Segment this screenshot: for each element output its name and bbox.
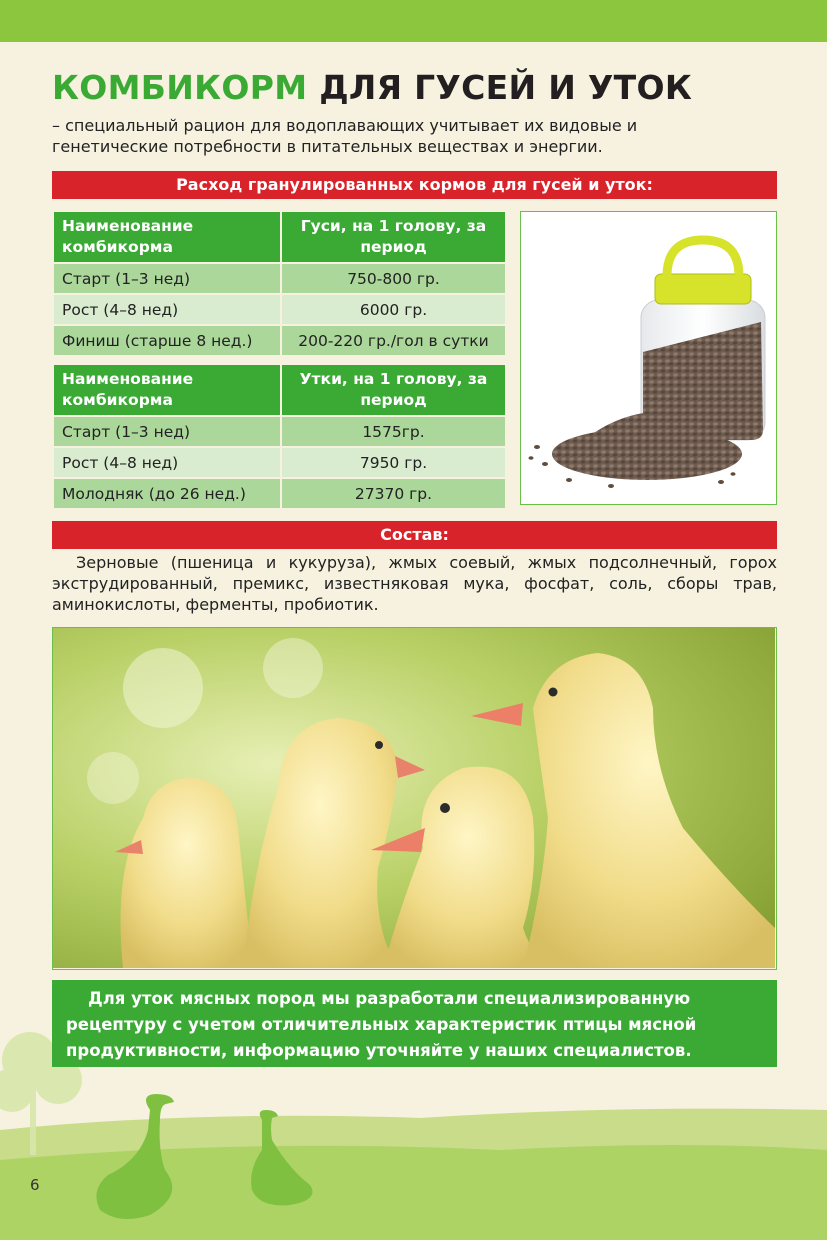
meat-breed-note: Для уток мясных пород мы разработали специализированную рецептуру с учетом отличительных характеристик птицы мясной продуктивности, информацию уточняйте у наших специалистов. (52, 980, 777, 1067)
goslings-icon (53, 628, 775, 968)
geese-col-amount-header: Гуси, на 1 голову, за период (281, 211, 506, 263)
geese-col-name-header: Наименование комбикорма (53, 211, 281, 263)
goslings-photo (52, 627, 777, 970)
table-header-row (53, 211, 506, 263)
row-name: Рост (4–8 нед) (53, 294, 281, 325)
top-color-band (0, 0, 827, 42)
table-row (53, 325, 506, 356)
composition-heading: Состав: (52, 521, 777, 549)
row-name: Рост (4–8 нед) (53, 447, 281, 478)
page-title (52, 68, 692, 107)
subtitle: – специальный рацион для водоплавающих учитывает их видовые и генетические потребности в питательных веществах и энергии. (52, 116, 638, 156)
row-value: 27370 гр. (281, 478, 506, 509)
row-name: Старт (1–3 нед) (53, 263, 281, 294)
title-green-part: КОМБИКОРМ (52, 68, 308, 107)
table-row (53, 416, 506, 447)
ducks-feed-table (52, 363, 507, 510)
table-row (53, 478, 506, 509)
page-number: 6 (30, 1176, 40, 1194)
geese-feed-table (52, 210, 507, 357)
composition-text: Зерновые (пшеница и кукуруза), жмых соевый, жмых подсолнечный, горох экструдированный, премикс, известняковая мука, фосфат, соль, сборы трав, аминокислоты, ферменты, пробиотик. (52, 553, 777, 614)
row-value: 7950 гр. (281, 447, 506, 478)
table-row (53, 263, 506, 294)
row-value: 1575гр. (281, 416, 506, 447)
row-value: 6000 гр. (281, 294, 506, 325)
table-header-row (53, 364, 506, 416)
row-name: Молодняк (до 26 нед.) (53, 478, 281, 509)
row-name: Старт (1–3 нед) (53, 416, 281, 447)
consumption-heading: Расход гранулированных кормов для гусей и уток: (52, 171, 777, 199)
table-row (53, 294, 506, 325)
ducks-col-name-header: Наименование комбикорма (53, 364, 281, 416)
feed-jar-icon (521, 212, 775, 503)
row-name: Финиш (старше 8 нед.) (53, 325, 281, 356)
ducks-col-amount-header: Утки, на 1 голову, за период (281, 364, 506, 416)
table-row (53, 447, 506, 478)
row-value: 750-800 гр. (281, 263, 506, 294)
feed-jar-image (520, 211, 777, 505)
row-value: 200-220 гр./гол в сутки (281, 325, 506, 356)
title-dark-part: ДЛЯ ГУСЕЙ И УТОК (319, 68, 693, 107)
